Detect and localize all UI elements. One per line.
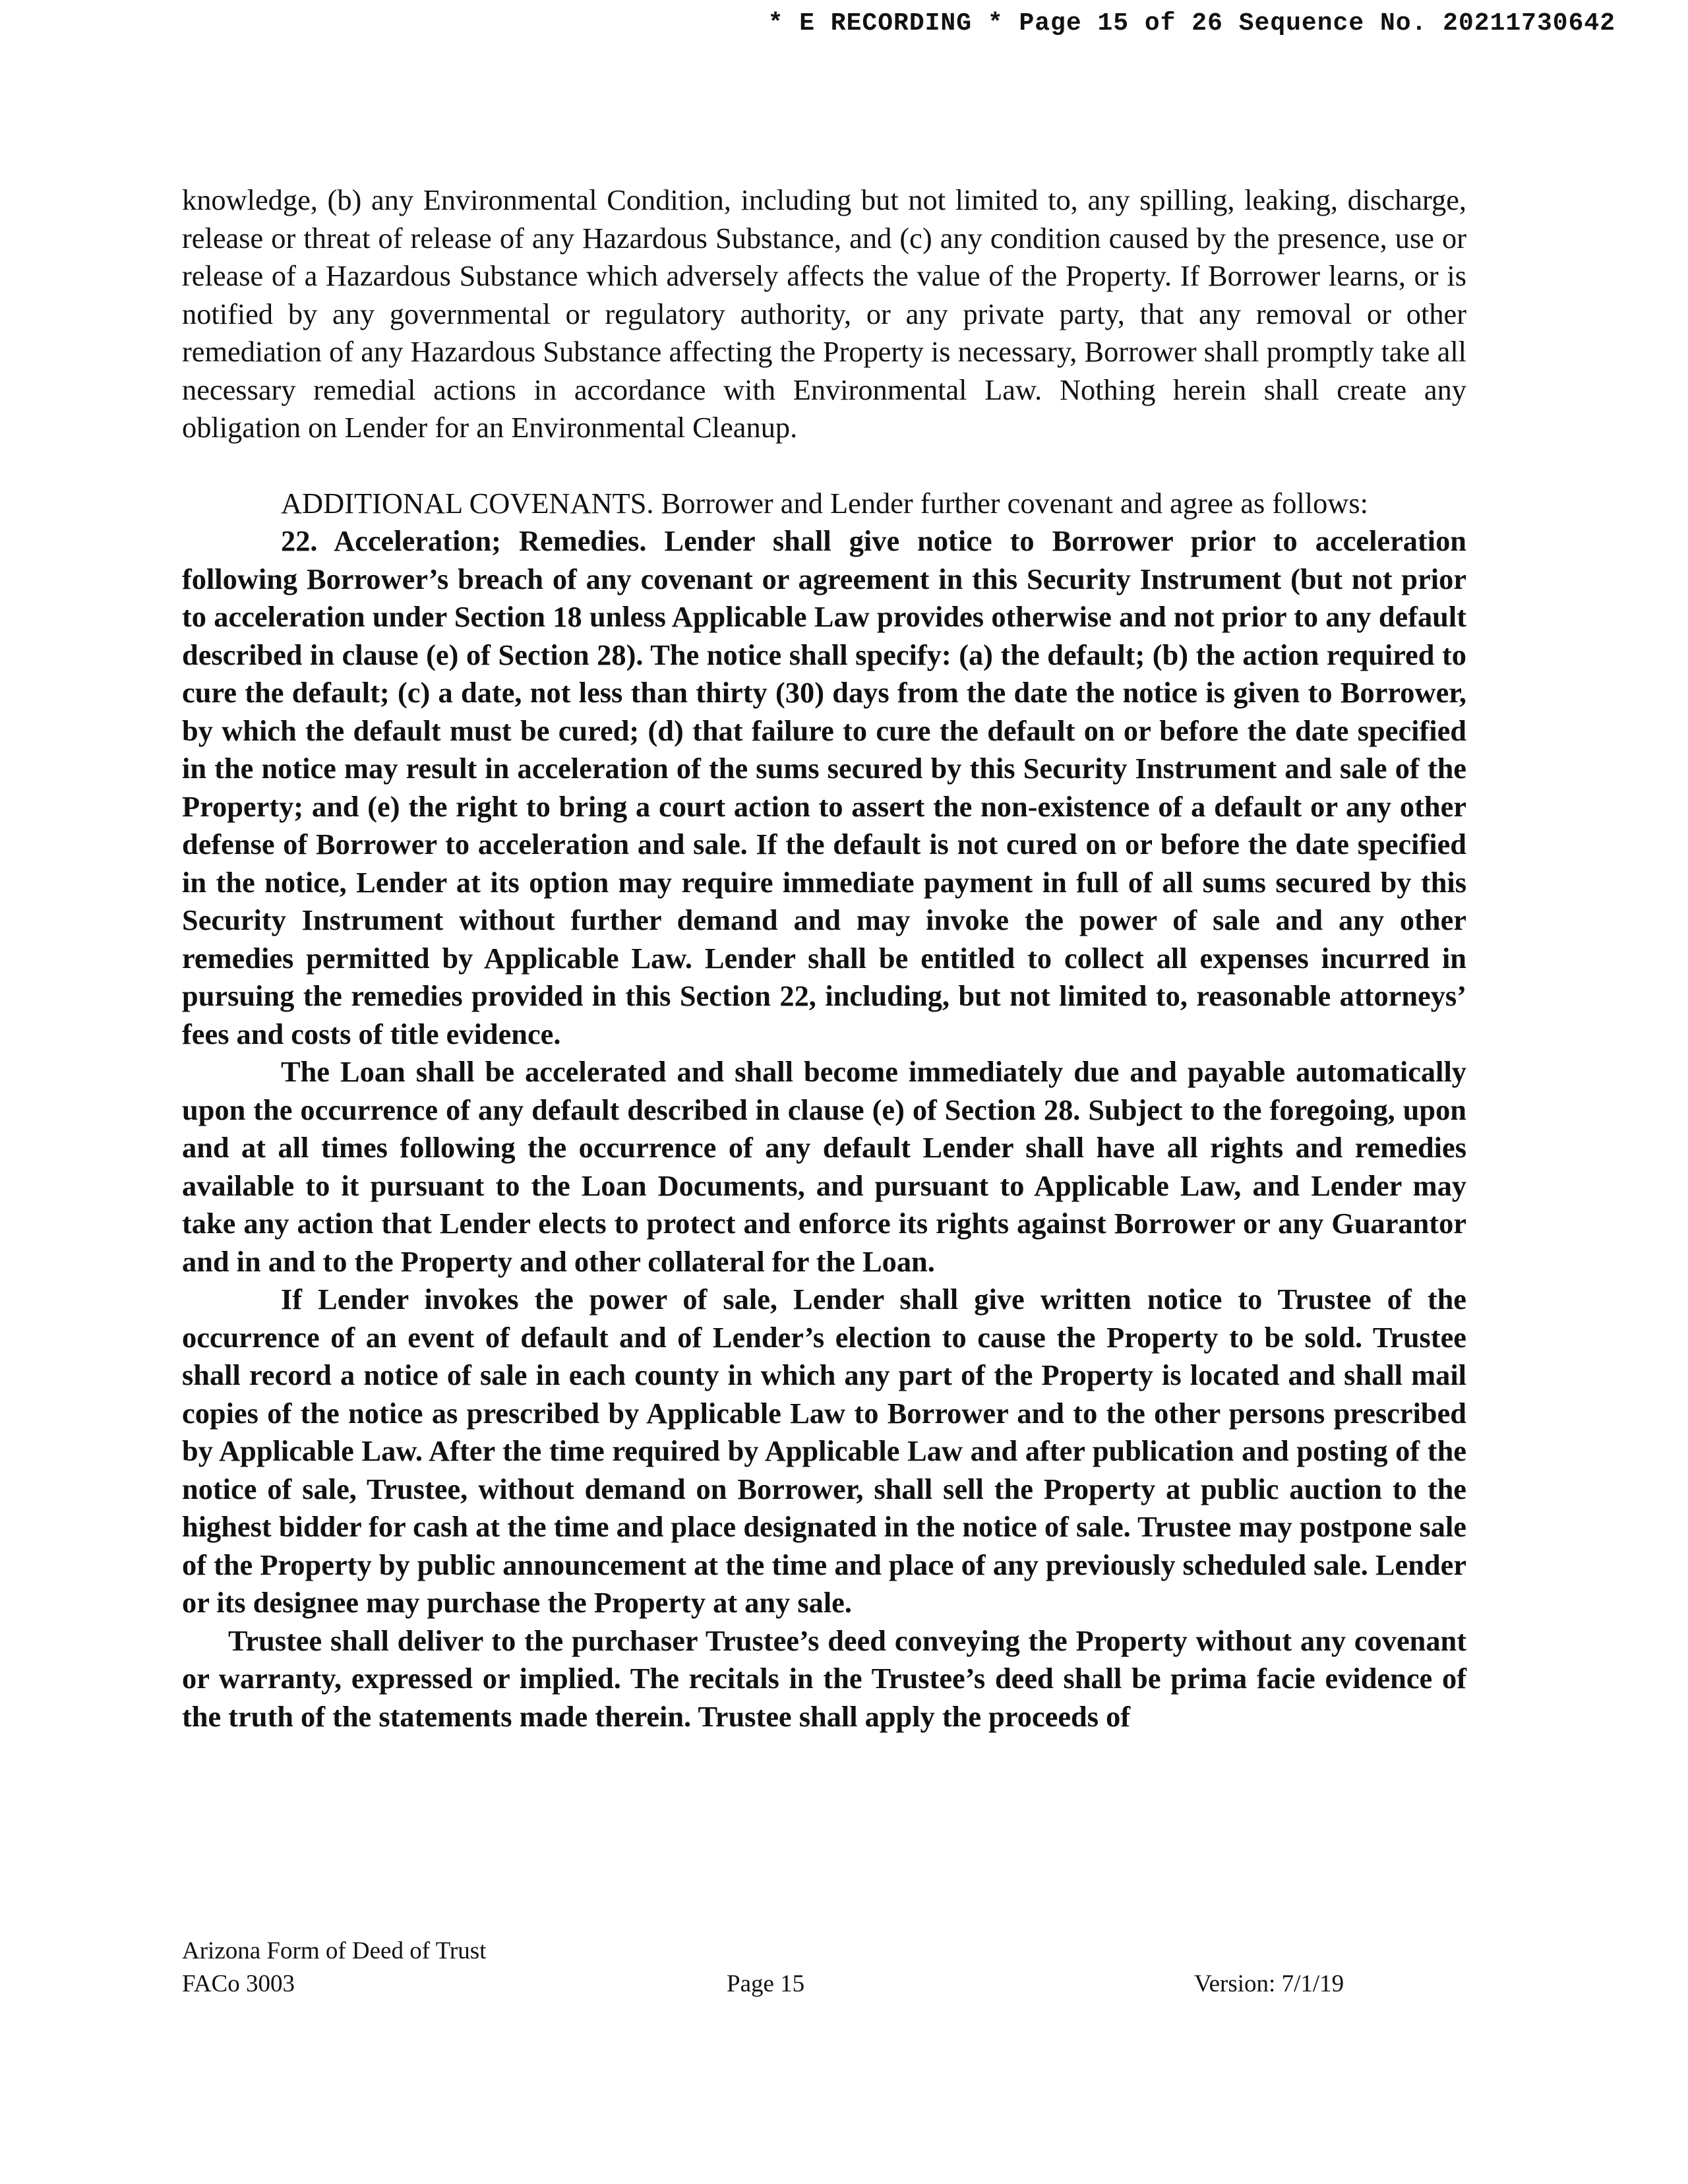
document-body (182, 181, 1466, 1736)
paragraph-loan-accelerated: The Loan shall be accelerated and shall become immediately due and payable automatically upon the occurrence of any default described in clause (e) of Section 28. Subject to the foregoing, upon and at all times following the occurrence of any default Lender shall have all rights and remedies available to it pursuant to the Loan Documents, and pursuant to Applicable Law, and Lender may take any action that Lender elects to protect and enforce its rights against Borrower or any Guarantor and in and to the Property and other collateral for the Loan. (182, 1055, 1466, 1278)
footer-version: Version: 7/1/19 (1194, 1970, 1344, 1997)
paragraph-section-22-acceleration: 22. Acceleration; Remedies. Lender shall give notice to Borrower prior to acceleration following Borrower’s breach of any covenant or agreement in this Security Instrument (but not prior to acceleration under Section 18 unless Applicable Law provides otherwise and not prior to any default described in clause (e) of Section 28). The notice shall specify: (a) the default; (b) the action required to cure the default; (c) a date, not less than thirty (30) days from the date the notice is given to Borrower, by which the default must be cured; (d) that failure to cure the default on or before the date specified in the notice may result in acceleration of the sums secured by this Security Instrument and sale of the Property; and (e) the right to bring a court action to assert the non-existence of a default or any other defense of Borrower to acceleration and sale. If the default is not cured on or before the date specified in the notice, Lender at its option may require immediate payment in full of all sums secured by this Security Instrument without further demand and may invoke the power of sale and any other remedies permitted by Applicable Law. Lender shall be entitled to collect all expenses incurred in pursuing the remedies provided in this Section 22, including, but not limited to, reasonable attorneys’ fees and costs of title evidence. (182, 524, 1466, 1050)
footer-form-code: FACo 3003 (182, 1970, 295, 1997)
paragraph-power-of-sale: If Lender invokes the power of sale, Lender shall give written notice to Trustee of the occurrence of an event of default and of Lender’s election to cause the Property to be sold. Trustee shall record a notice of sale in each county in which any part of the Property is located and shall mail copies of the notice as prescribed by Applicable Law to Borrower and to the other persons prescribed by Applicable Law. After the time required by Applicable Law and after publication and posting of the notice of sale, Trustee, without demand on Borrower, shall sell the Property at public auction to the highest bidder for cash at the time and place designated in the notice of sale. Trustee may postpone sale of the Property by public announcement at the time and place of any previously scheduled sale. Lender or its designee may purchase the Property at any sale. (182, 1283, 1466, 1619)
recording-header: * E RECORDING * Page 15 of 26 Sequence No. 20211730642 (768, 9, 1615, 38)
page-footer (182, 1935, 1466, 2014)
footer-form-name: Arizona Form of Deed of Trust (182, 1937, 487, 1964)
footer-form-info (182, 1935, 486, 2001)
paragraph-additional-covenants: ADDITIONAL COVENANTS. Borrower and Lender further covenant and agree as follows: (281, 486, 1368, 520)
paragraph-trustee-deed: Trustee shall deliver to the purchaser Trustee’s deed conveying the Property without any covenant or warranty, expressed or implied. The recitals in the Trustee’s deed shall be prima facie evidence of the truth of the statements made therein. Trustee shall apply the proceeds of (182, 1623, 1466, 1733)
paragraph-environmental-continued: knowledge, (b) any Environmental Condition, including but not limited to, any spilling, leaking, discharge, release or threat of release of any Hazardous Substance, and (c) any condition caused by the presence, use or release of a Hazardous Substance which adversely affects the value of the Property. If Borrower learns, or is notified by any governmental or regulatory authority, or any private party, that any removal or other remediation of any Hazardous Substance affecting the Property is necessary, Borrower shall promptly take all necessary remedial actions in accordance with Environmental Law. Nothing herein shall create any obligation on Lender for an Environmental Cleanup. (182, 183, 1466, 444)
footer-page-number: Page 15 (727, 1970, 805, 1997)
